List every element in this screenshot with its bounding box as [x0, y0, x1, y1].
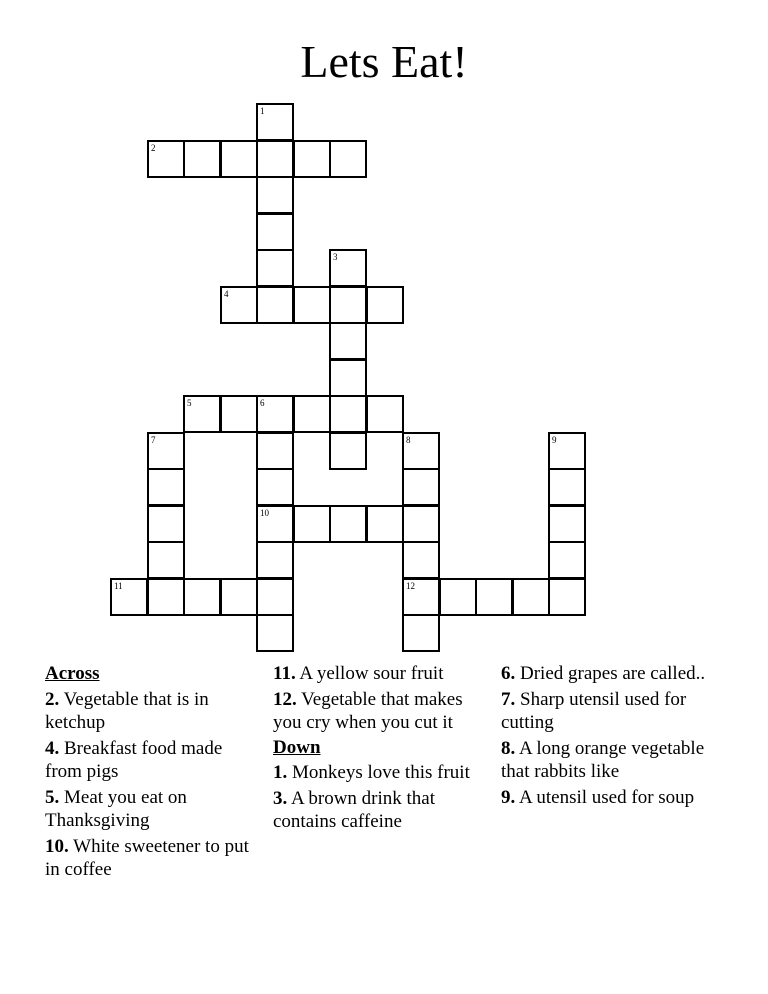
clue-down-1: 1. Monkeys love this fruit: [273, 762, 470, 783]
crossword-cell[interactable]: [548, 432, 586, 470]
crossword-cell[interactable]: [366, 286, 404, 324]
clue-across-12: 12. Vegetable that makes you cry when you cut it: [273, 688, 463, 733]
clue-down-8: 8. A long orange vegetable that rabbits like: [501, 737, 705, 782]
crossword-cell[interactable]: [366, 505, 404, 543]
crossword-cell[interactable]: [329, 395, 367, 433]
crossword-cell[interactable]: [256, 249, 294, 287]
clue-across-2: 2. Vegetable that is in ketchup: [45, 688, 209, 733]
clues-column-3: [501, 662, 716, 810]
crossword-cell[interactable]: [220, 286, 258, 324]
crossword-cell[interactable]: [256, 395, 294, 433]
cell-number: 3: [333, 252, 338, 262]
crossword-cell[interactable]: [256, 468, 294, 506]
crossword-cell[interactable]: [183, 395, 221, 433]
clue-down-7: 7. Sharp utensil used for cutting: [501, 688, 687, 733]
cell-number: 11: [114, 581, 123, 591]
crossword-cell[interactable]: [147, 505, 185, 543]
puzzle-title: Lets Eat!: [300, 36, 468, 87]
crossword-cell[interactable]: [147, 432, 185, 470]
crossword-cell[interactable]: [402, 505, 440, 543]
crossword-cell[interactable]: [256, 103, 294, 141]
cell-number: 8: [406, 435, 411, 445]
clue-down-9: 9. A utensil used for soup: [501, 786, 695, 808]
crossword-cell[interactable]: [293, 140, 331, 178]
clue-down-6: 6. Dried grapes are called..: [501, 663, 706, 684]
crossword-cell[interactable]: [147, 140, 185, 178]
cell-number: 6: [260, 398, 265, 408]
crossword-cell[interactable]: [220, 578, 258, 616]
crossword-cell[interactable]: [256, 176, 294, 214]
cell-number: 10: [260, 508, 269, 518]
crossword-cell[interactable]: [329, 249, 367, 287]
cell-number: 7: [151, 435, 156, 445]
crossword-cell[interactable]: [329, 359, 367, 397]
crossword-cell[interactable]: [256, 541, 294, 579]
crossword-cell[interactable]: [256, 614, 294, 652]
crossword-cell[interactable]: [402, 614, 440, 652]
crossword-cell[interactable]: [402, 432, 440, 470]
clues-column-1: [45, 662, 260, 883]
crossword-cell[interactable]: [366, 395, 404, 433]
crossword-cell[interactable]: [220, 395, 258, 433]
cell-number: 4: [224, 289, 229, 299]
crossword-cell[interactable]: [183, 140, 221, 178]
crossword-cell[interactable]: [329, 286, 367, 324]
clue-across-10: 10. White sweetener to put in coffee: [45, 835, 249, 880]
crossword-cell[interactable]: [548, 578, 586, 616]
crossword-cell[interactable]: [548, 505, 586, 543]
crossword-cell[interactable]: [475, 578, 513, 616]
crossword-cell[interactable]: [402, 541, 440, 579]
clue-across-11: 11. A yellow sour fruit: [273, 663, 444, 684]
cell-number: 12: [406, 581, 415, 591]
crossword-cell[interactable]: [147, 468, 185, 506]
crossword-cell[interactable]: [220, 140, 258, 178]
crossword-cell[interactable]: [329, 432, 367, 470]
across-header: Across: [45, 663, 100, 684]
crossword-cell[interactable]: [110, 578, 148, 616]
crossword-cell[interactable]: [402, 578, 440, 616]
down-header: Down: [273, 736, 321, 758]
crossword-cell[interactable]: [329, 322, 367, 360]
clues-column-2: [273, 662, 493, 835]
crossword-cell[interactable]: [256, 213, 294, 251]
crossword-cell[interactable]: [256, 578, 294, 616]
crossword-cell[interactable]: [293, 505, 331, 543]
clue-down-3: 3. A brown drink that contains caffeine: [273, 787, 436, 832]
crossword-cell[interactable]: [147, 578, 185, 616]
crossword-cell[interactable]: [256, 140, 294, 178]
cell-number: 1: [260, 106, 265, 116]
crossword-cell[interactable]: [256, 286, 294, 324]
clue-across-4: 4. Breakfast food made from pigs: [45, 737, 223, 782]
crossword-cell[interactable]: [256, 505, 294, 543]
crossword-cell[interactable]: [329, 140, 367, 178]
crossword-cell[interactable]: [439, 578, 477, 616]
crossword-cell[interactable]: [548, 468, 586, 506]
crossword-cell[interactable]: [402, 468, 440, 506]
crossword-cell[interactable]: [183, 578, 221, 616]
crossword-cell[interactable]: [293, 395, 331, 433]
cell-number: 9: [552, 435, 557, 445]
crossword-cell[interactable]: [256, 432, 294, 470]
crossword-cell[interactable]: [548, 541, 586, 579]
crossword-cell[interactable]: [147, 541, 185, 579]
clue-across-5: 5. Meat you eat on Thanksgiving: [45, 786, 187, 831]
cell-number: 2: [151, 143, 156, 153]
crossword-cell[interactable]: [329, 505, 367, 543]
crossword-cell[interactable]: [512, 578, 550, 616]
cell-number: 5: [187, 398, 192, 408]
crossword-cell[interactable]: [293, 286, 331, 324]
